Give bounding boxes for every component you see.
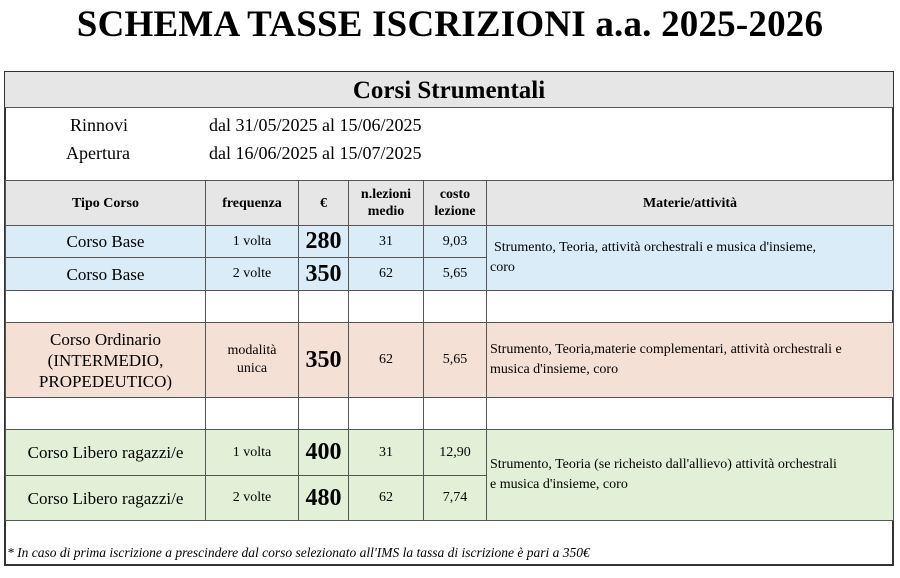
empty-row bbox=[348, 290, 424, 323]
empty-row bbox=[298, 397, 349, 430]
header-n-lezioni: n.lezioni medio bbox=[348, 180, 424, 226]
header-frequenza: frequenza bbox=[205, 180, 299, 226]
period-dates-apertura: dal 16/06/2025 al 15/07/2025 bbox=[209, 143, 422, 163]
header-materie: Materie/attività bbox=[486, 180, 894, 226]
row-libero-1-nlez: 31 bbox=[348, 429, 424, 476]
header-costo-lezione: costo lezione bbox=[423, 180, 487, 226]
row-ordinario-tipo: Corso Ordinario (INTERMEDIO, PROPEDEUTICO) bbox=[5, 322, 206, 398]
row-ordinario-costo: 5,65 bbox=[423, 322, 487, 398]
empty-row bbox=[5, 397, 206, 430]
page-title: SCHEMA TASSE ISCRIZIONI a.a. 2025-2026 bbox=[76, 4, 824, 45]
header-tipo-corso: Tipo Corso bbox=[5, 180, 206, 226]
row-base-2-costo: 5,65 bbox=[423, 257, 487, 291]
row-base-1-euro: 280 bbox=[298, 225, 349, 258]
row-base-2-nlez: 62 bbox=[348, 257, 424, 291]
empty-row bbox=[423, 397, 487, 430]
row-libero-2-freq: 2 volte bbox=[205, 475, 299, 521]
empty-row bbox=[486, 290, 894, 323]
row-libero-2-euro: 480 bbox=[298, 475, 349, 521]
row-base-1-costo: 9,03 bbox=[423, 225, 487, 258]
row-ordinario-nlez: 62 bbox=[348, 322, 424, 398]
row-libero-1-tipo: Corso Libero ragazzi/e bbox=[5, 429, 206, 476]
empty-row bbox=[423, 290, 487, 323]
row-base-2-tipo: Corso Base bbox=[5, 257, 206, 291]
period-dates-rinnovi: dal 31/05/2025 al 15/06/2025 bbox=[209, 115, 422, 135]
materie-libero: Strumento, Teoria (se richeisto dall'allievo) attività orchestrali e musica d'insieme, coro bbox=[486, 429, 894, 521]
row-libero-2-costo: 7,74 bbox=[423, 475, 487, 521]
footnote: * In caso di prima iscrizione a prescindere dal corso selezionato all'IMS la tassa di iscrizione è pari a 350€ bbox=[7, 545, 590, 560]
row-base-2-freq: 2 volte bbox=[205, 257, 299, 291]
period-label-apertura: Apertura bbox=[66, 143, 130, 163]
row-libero-2-tipo: Corso Libero ragazzi/e bbox=[5, 475, 206, 521]
header-euro: € bbox=[298, 180, 349, 226]
row-base-2-euro: 350 bbox=[298, 257, 349, 291]
empty-row bbox=[348, 397, 424, 430]
row-libero-1-euro: 400 bbox=[298, 429, 349, 476]
row-libero-1-costo: 12,90 bbox=[423, 429, 487, 476]
row-ordinario-euro: 350 bbox=[298, 322, 349, 398]
row-base-1-freq: 1 volta bbox=[205, 225, 299, 258]
row-base-1-nlez: 31 bbox=[348, 225, 424, 258]
materie-base: Strumento, Teoria, attività orchestrali e musica d'insieme, coro bbox=[486, 225, 894, 291]
row-base-1-tipo: Corso Base bbox=[5, 225, 206, 258]
empty-row bbox=[5, 290, 206, 323]
row-libero-1-freq: 1 volta bbox=[205, 429, 299, 476]
empty-row bbox=[205, 397, 299, 430]
row-libero-2-nlez: 62 bbox=[348, 475, 424, 521]
row-ordinario-freq: modalità unica bbox=[205, 322, 299, 398]
materie-ordinario: Strumento, Teoria,materie complementari, attività orchestrali e musica d'insieme, coro bbox=[486, 322, 894, 398]
empty-row bbox=[298, 290, 349, 323]
section-title: Corsi Strumentali bbox=[352, 77, 546, 104]
empty-row bbox=[205, 290, 299, 323]
period-label-rinnovi: Rinnovi bbox=[70, 115, 129, 135]
empty-row bbox=[486, 397, 894, 430]
